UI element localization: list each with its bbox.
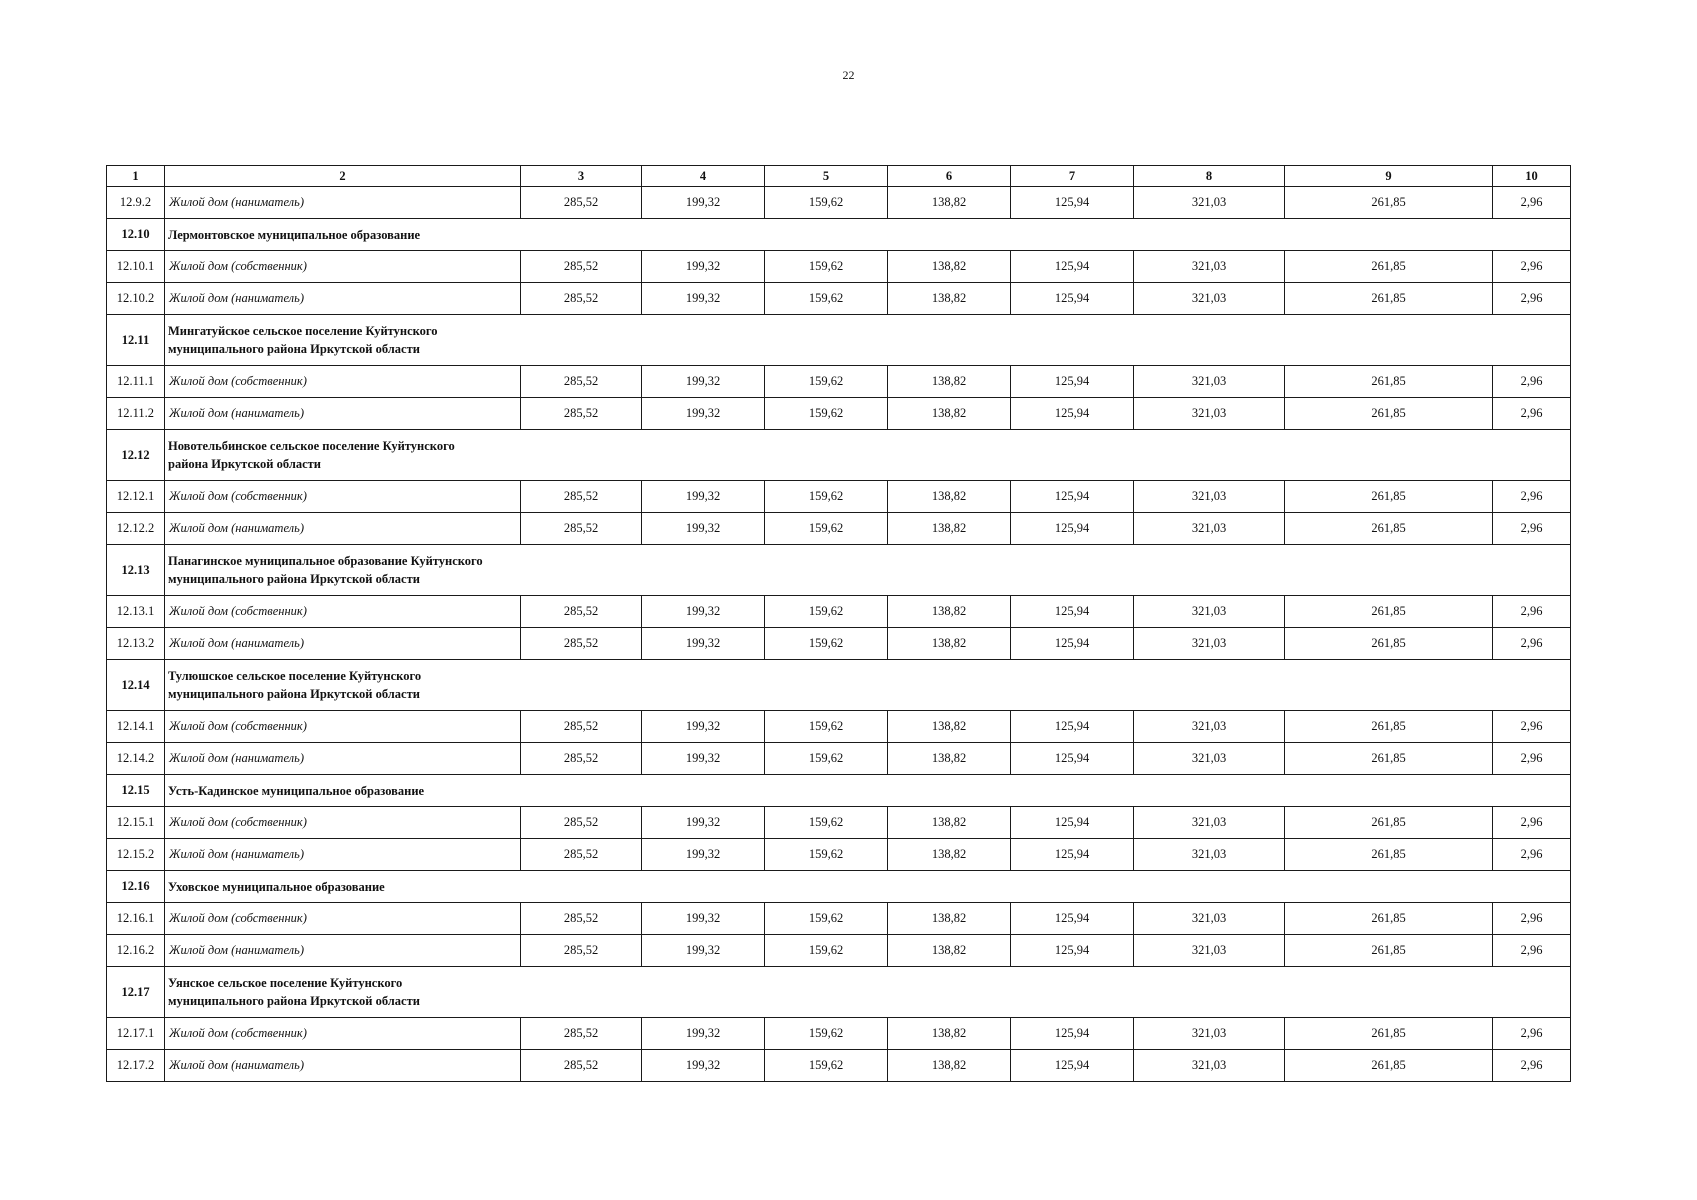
row-value: 2,96 — [1493, 807, 1571, 839]
row-code: 12.17.2 — [107, 1050, 165, 1082]
table-row — [107, 711, 1571, 743]
row-value: 2,96 — [1493, 935, 1571, 967]
group-name — [165, 967, 1571, 1018]
table-body — [107, 187, 1571, 1082]
row-value: 321,03 — [1134, 596, 1285, 628]
row-value: 261,85 — [1285, 398, 1493, 430]
row-value: 125,94 — [1011, 1050, 1134, 1082]
row-value: 138,82 — [888, 807, 1011, 839]
row-value: 159,62 — [765, 596, 888, 628]
row-value: 2,96 — [1493, 596, 1571, 628]
row-value: 199,32 — [642, 743, 765, 775]
row-value: 261,85 — [1285, 935, 1493, 967]
row-value: 199,32 — [642, 251, 765, 283]
row-value: 261,85 — [1285, 807, 1493, 839]
group-code: 12.10 — [107, 219, 165, 251]
column-header: 1 — [107, 166, 165, 187]
row-code: 12.13.2 — [107, 628, 165, 660]
group-header-row — [107, 430, 1571, 481]
table-row — [107, 743, 1571, 775]
row-value: 261,85 — [1285, 839, 1493, 871]
row-value: 138,82 — [888, 903, 1011, 935]
row-value: 2,96 — [1493, 903, 1571, 935]
row-description: Жилой дом (собственник) — [165, 807, 521, 839]
row-value: 321,03 — [1134, 743, 1285, 775]
group-header-row — [107, 775, 1571, 807]
row-value: 138,82 — [888, 251, 1011, 283]
row-value: 261,85 — [1285, 251, 1493, 283]
row-value: 199,32 — [642, 807, 765, 839]
table-row — [107, 596, 1571, 628]
table-row — [107, 935, 1571, 967]
row-value: 199,32 — [642, 366, 765, 398]
row-value: 199,32 — [642, 283, 765, 315]
row-value: 2,96 — [1493, 513, 1571, 545]
row-value: 199,32 — [642, 1050, 765, 1082]
group-name — [165, 871, 1571, 903]
row-value: 321,03 — [1134, 839, 1285, 871]
row-value: 159,62 — [765, 711, 888, 743]
row-value: 199,32 — [642, 513, 765, 545]
row-value: 199,32 — [642, 187, 765, 219]
row-value: 321,03 — [1134, 711, 1285, 743]
row-description: Жилой дом (собственник) — [165, 596, 521, 628]
row-description: Жилой дом (собственник) — [165, 1018, 521, 1050]
column-header: 3 — [521, 166, 642, 187]
table-row — [107, 366, 1571, 398]
row-value: 199,32 — [642, 935, 765, 967]
group-name-line: Усть-Кадинское муниципальное образование — [168, 783, 425, 798]
row-description: Жилой дом (собственник) — [165, 481, 521, 513]
row-code: 12.15.1 — [107, 807, 165, 839]
group-code: 12.15 — [107, 775, 165, 807]
row-value: 125,94 — [1011, 1018, 1134, 1050]
group-code: 12.13 — [107, 545, 165, 596]
row-value: 125,94 — [1011, 513, 1134, 545]
row-value: 125,94 — [1011, 596, 1134, 628]
row-value: 199,32 — [642, 628, 765, 660]
row-value: 159,62 — [765, 513, 888, 545]
row-value: 261,85 — [1285, 628, 1493, 660]
row-value: 321,03 — [1134, 807, 1285, 839]
row-value: 199,32 — [642, 398, 765, 430]
group-name — [165, 430, 1571, 481]
column-header: 8 — [1134, 166, 1285, 187]
row-value: 138,82 — [888, 935, 1011, 967]
row-value: 159,62 — [765, 807, 888, 839]
group-name-line: муниципального района Иркутской области — [168, 994, 420, 1008]
row-value: 285,52 — [521, 711, 642, 743]
row-value: 159,62 — [765, 187, 888, 219]
tariff-table — [106, 165, 1571, 1082]
row-value: 321,03 — [1134, 513, 1285, 545]
row-description: Жилой дом (собственник) — [165, 903, 521, 935]
row-value: 199,32 — [642, 1018, 765, 1050]
row-value: 138,82 — [888, 1018, 1011, 1050]
row-value: 199,32 — [642, 711, 765, 743]
column-header: 7 — [1011, 166, 1134, 187]
row-value: 285,52 — [521, 187, 642, 219]
row-value: 261,85 — [1285, 481, 1493, 513]
row-value: 159,62 — [765, 366, 888, 398]
row-description: Жилой дом (наниматель) — [165, 935, 521, 967]
page-number: 22 — [842, 68, 855, 82]
table-row — [107, 1018, 1571, 1050]
group-name-line: Уховское муниципальное образование — [168, 879, 385, 894]
row-description: Жилой дом (наниматель) — [165, 513, 521, 545]
group-code: 12.16 — [107, 871, 165, 903]
table-row — [107, 513, 1571, 545]
row-value: 159,62 — [765, 628, 888, 660]
row-code: 12.10.2 — [107, 283, 165, 315]
row-code: 12.9.2 — [107, 187, 165, 219]
column-header: 2 — [165, 166, 521, 187]
column-header: 6 — [888, 166, 1011, 187]
group-name-line: муниципального района Иркутской области — [168, 572, 420, 586]
table-row — [107, 807, 1571, 839]
row-value: 125,94 — [1011, 366, 1134, 398]
row-description: Жилой дом (наниматель) — [165, 743, 521, 775]
row-code: 12.10.1 — [107, 251, 165, 283]
group-name-line: муниципального района Иркутской области — [168, 687, 420, 701]
row-value: 261,85 — [1285, 1018, 1493, 1050]
row-value: 285,52 — [521, 1050, 642, 1082]
row-value: 125,94 — [1011, 839, 1134, 871]
row-value: 285,52 — [521, 839, 642, 871]
column-header: 5 — [765, 166, 888, 187]
row-description: Жилой дом (наниматель) — [165, 628, 521, 660]
table-row — [107, 283, 1571, 315]
row-value: 159,62 — [765, 283, 888, 315]
row-value: 199,32 — [642, 903, 765, 935]
table-row — [107, 839, 1571, 871]
row-value: 138,82 — [888, 1050, 1011, 1082]
group-code: 12.12 — [107, 430, 165, 481]
group-header-row — [107, 219, 1571, 251]
column-header: 4 — [642, 166, 765, 187]
row-value: 2,96 — [1493, 743, 1571, 775]
row-value: 285,52 — [521, 283, 642, 315]
row-value: 321,03 — [1134, 398, 1285, 430]
row-description: Жилой дом (собственник) — [165, 251, 521, 283]
row-value: 125,94 — [1011, 628, 1134, 660]
row-value: 285,52 — [521, 628, 642, 660]
row-value: 261,85 — [1285, 596, 1493, 628]
row-value: 125,94 — [1011, 743, 1134, 775]
row-value: 285,52 — [521, 1018, 642, 1050]
row-value: 2,96 — [1493, 481, 1571, 513]
row-value: 138,82 — [888, 513, 1011, 545]
row-value: 159,62 — [765, 481, 888, 513]
row-code: 12.16.1 — [107, 903, 165, 935]
table-row — [107, 187, 1571, 219]
group-name-line: Мингатуйское сельское поселение Куйтунского — [168, 324, 438, 338]
group-code: 12.14 — [107, 660, 165, 711]
row-value: 321,03 — [1134, 935, 1285, 967]
row-value: 285,52 — [521, 398, 642, 430]
group-name-line: муниципального района Иркутской области — [168, 342, 420, 356]
group-name — [165, 660, 1571, 711]
column-header: 9 — [1285, 166, 1493, 187]
row-value: 159,62 — [765, 903, 888, 935]
row-value: 199,32 — [642, 481, 765, 513]
row-value: 138,82 — [888, 628, 1011, 660]
row-value: 125,94 — [1011, 807, 1134, 839]
row-value: 125,94 — [1011, 935, 1134, 967]
row-value: 321,03 — [1134, 1050, 1285, 1082]
row-value: 138,82 — [888, 187, 1011, 219]
row-value: 321,03 — [1134, 283, 1285, 315]
row-value: 159,62 — [765, 839, 888, 871]
row-code: 12.14.1 — [107, 711, 165, 743]
row-value: 199,32 — [642, 596, 765, 628]
table-row — [107, 1050, 1571, 1082]
table-header-row — [107, 166, 1571, 187]
row-value: 285,52 — [521, 903, 642, 935]
row-code: 12.17.1 — [107, 1018, 165, 1050]
row-value: 125,94 — [1011, 187, 1134, 219]
row-value: 125,94 — [1011, 481, 1134, 513]
row-value: 2,96 — [1493, 628, 1571, 660]
row-value: 261,85 — [1285, 1050, 1493, 1082]
row-value: 138,82 — [888, 366, 1011, 398]
row-value: 2,96 — [1493, 398, 1571, 430]
row-value: 261,85 — [1285, 283, 1493, 315]
row-value: 285,52 — [521, 596, 642, 628]
row-value: 138,82 — [888, 711, 1011, 743]
row-value: 285,52 — [521, 743, 642, 775]
group-header-row — [107, 315, 1571, 366]
row-value: 261,85 — [1285, 743, 1493, 775]
row-value: 285,52 — [521, 807, 642, 839]
row-value: 2,96 — [1493, 1018, 1571, 1050]
row-value: 125,94 — [1011, 283, 1134, 315]
row-value: 138,82 — [888, 743, 1011, 775]
table-row — [107, 628, 1571, 660]
column-header: 10 — [1493, 166, 1571, 187]
row-value: 321,03 — [1134, 1018, 1285, 1050]
row-value: 138,82 — [888, 481, 1011, 513]
row-description: Жилой дом (собственник) — [165, 711, 521, 743]
row-code: 12.11.2 — [107, 398, 165, 430]
row-value: 321,03 — [1134, 187, 1285, 219]
row-value: 321,03 — [1134, 366, 1285, 398]
row-value: 125,94 — [1011, 251, 1134, 283]
group-header-row — [107, 545, 1571, 596]
row-code: 12.14.2 — [107, 743, 165, 775]
row-value: 321,03 — [1134, 903, 1285, 935]
row-description: Жилой дом (наниматель) — [165, 398, 521, 430]
group-name-line: Панагинское муниципальное образование Куйтунского — [168, 554, 483, 568]
row-value: 2,96 — [1493, 187, 1571, 219]
row-value: 159,62 — [765, 398, 888, 430]
row-value: 285,52 — [521, 251, 642, 283]
row-value: 2,96 — [1493, 711, 1571, 743]
row-value: 159,62 — [765, 1050, 888, 1082]
row-value: 261,85 — [1285, 711, 1493, 743]
row-value: 321,03 — [1134, 628, 1285, 660]
row-value: 199,32 — [642, 839, 765, 871]
row-value: 261,85 — [1285, 366, 1493, 398]
group-header-row — [107, 871, 1571, 903]
group-name-line: Лермонтовское муниципальное образование — [168, 227, 421, 242]
group-header-row — [107, 660, 1571, 711]
row-value: 2,96 — [1493, 839, 1571, 871]
group-name-line: Уянское сельское поселение Куйтунского — [168, 976, 403, 990]
row-value: 261,85 — [1285, 187, 1493, 219]
group-name-line: Новотельбинское сельское поселение Куйтунского — [168, 439, 455, 453]
row-code: 12.12.2 — [107, 513, 165, 545]
row-value: 138,82 — [888, 596, 1011, 628]
row-code: 12.13.1 — [107, 596, 165, 628]
row-value: 125,94 — [1011, 711, 1134, 743]
table-row — [107, 398, 1571, 430]
row-value: 159,62 — [765, 935, 888, 967]
table-row — [107, 903, 1571, 935]
row-value: 261,85 — [1285, 513, 1493, 545]
row-value: 125,94 — [1011, 903, 1134, 935]
group-name-line: Тулюшское сельское поселение Куйтунского — [168, 669, 422, 683]
group-name — [165, 775, 1571, 807]
row-value: 2,96 — [1493, 366, 1571, 398]
row-value: 321,03 — [1134, 481, 1285, 513]
group-name — [165, 315, 1571, 366]
table-row — [107, 481, 1571, 513]
group-code: 12.11 — [107, 315, 165, 366]
row-value: 285,52 — [521, 935, 642, 967]
group-code: 12.17 — [107, 967, 165, 1018]
row-value: 285,52 — [521, 513, 642, 545]
row-code: 12.16.2 — [107, 935, 165, 967]
row-description: Жилой дом (наниматель) — [165, 1050, 521, 1082]
row-description: Жилой дом (наниматель) — [165, 283, 521, 315]
row-value: 159,62 — [765, 1018, 888, 1050]
row-code: 12.11.1 — [107, 366, 165, 398]
row-value: 138,82 — [888, 398, 1011, 430]
group-header-row — [107, 967, 1571, 1018]
row-description: Жилой дом (наниматель) — [165, 187, 521, 219]
row-value: 285,52 — [521, 366, 642, 398]
row-code: 12.12.1 — [107, 481, 165, 513]
row-value: 321,03 — [1134, 251, 1285, 283]
group-name-line: района Иркутской области — [168, 457, 321, 471]
row-description: Жилой дом (собственник) — [165, 366, 521, 398]
row-value: 2,96 — [1493, 251, 1571, 283]
row-value: 261,85 — [1285, 903, 1493, 935]
row-value: 2,96 — [1493, 283, 1571, 315]
row-description: Жилой дом (наниматель) — [165, 839, 521, 871]
row-value: 159,62 — [765, 251, 888, 283]
group-name — [165, 545, 1571, 596]
row-value: 2,96 — [1493, 1050, 1571, 1082]
row-code: 12.15.2 — [107, 839, 165, 871]
row-value: 138,82 — [888, 283, 1011, 315]
row-value: 159,62 — [765, 743, 888, 775]
row-value: 125,94 — [1011, 398, 1134, 430]
table-row — [107, 251, 1571, 283]
row-value: 285,52 — [521, 481, 642, 513]
group-name — [165, 219, 1571, 251]
row-value: 138,82 — [888, 839, 1011, 871]
